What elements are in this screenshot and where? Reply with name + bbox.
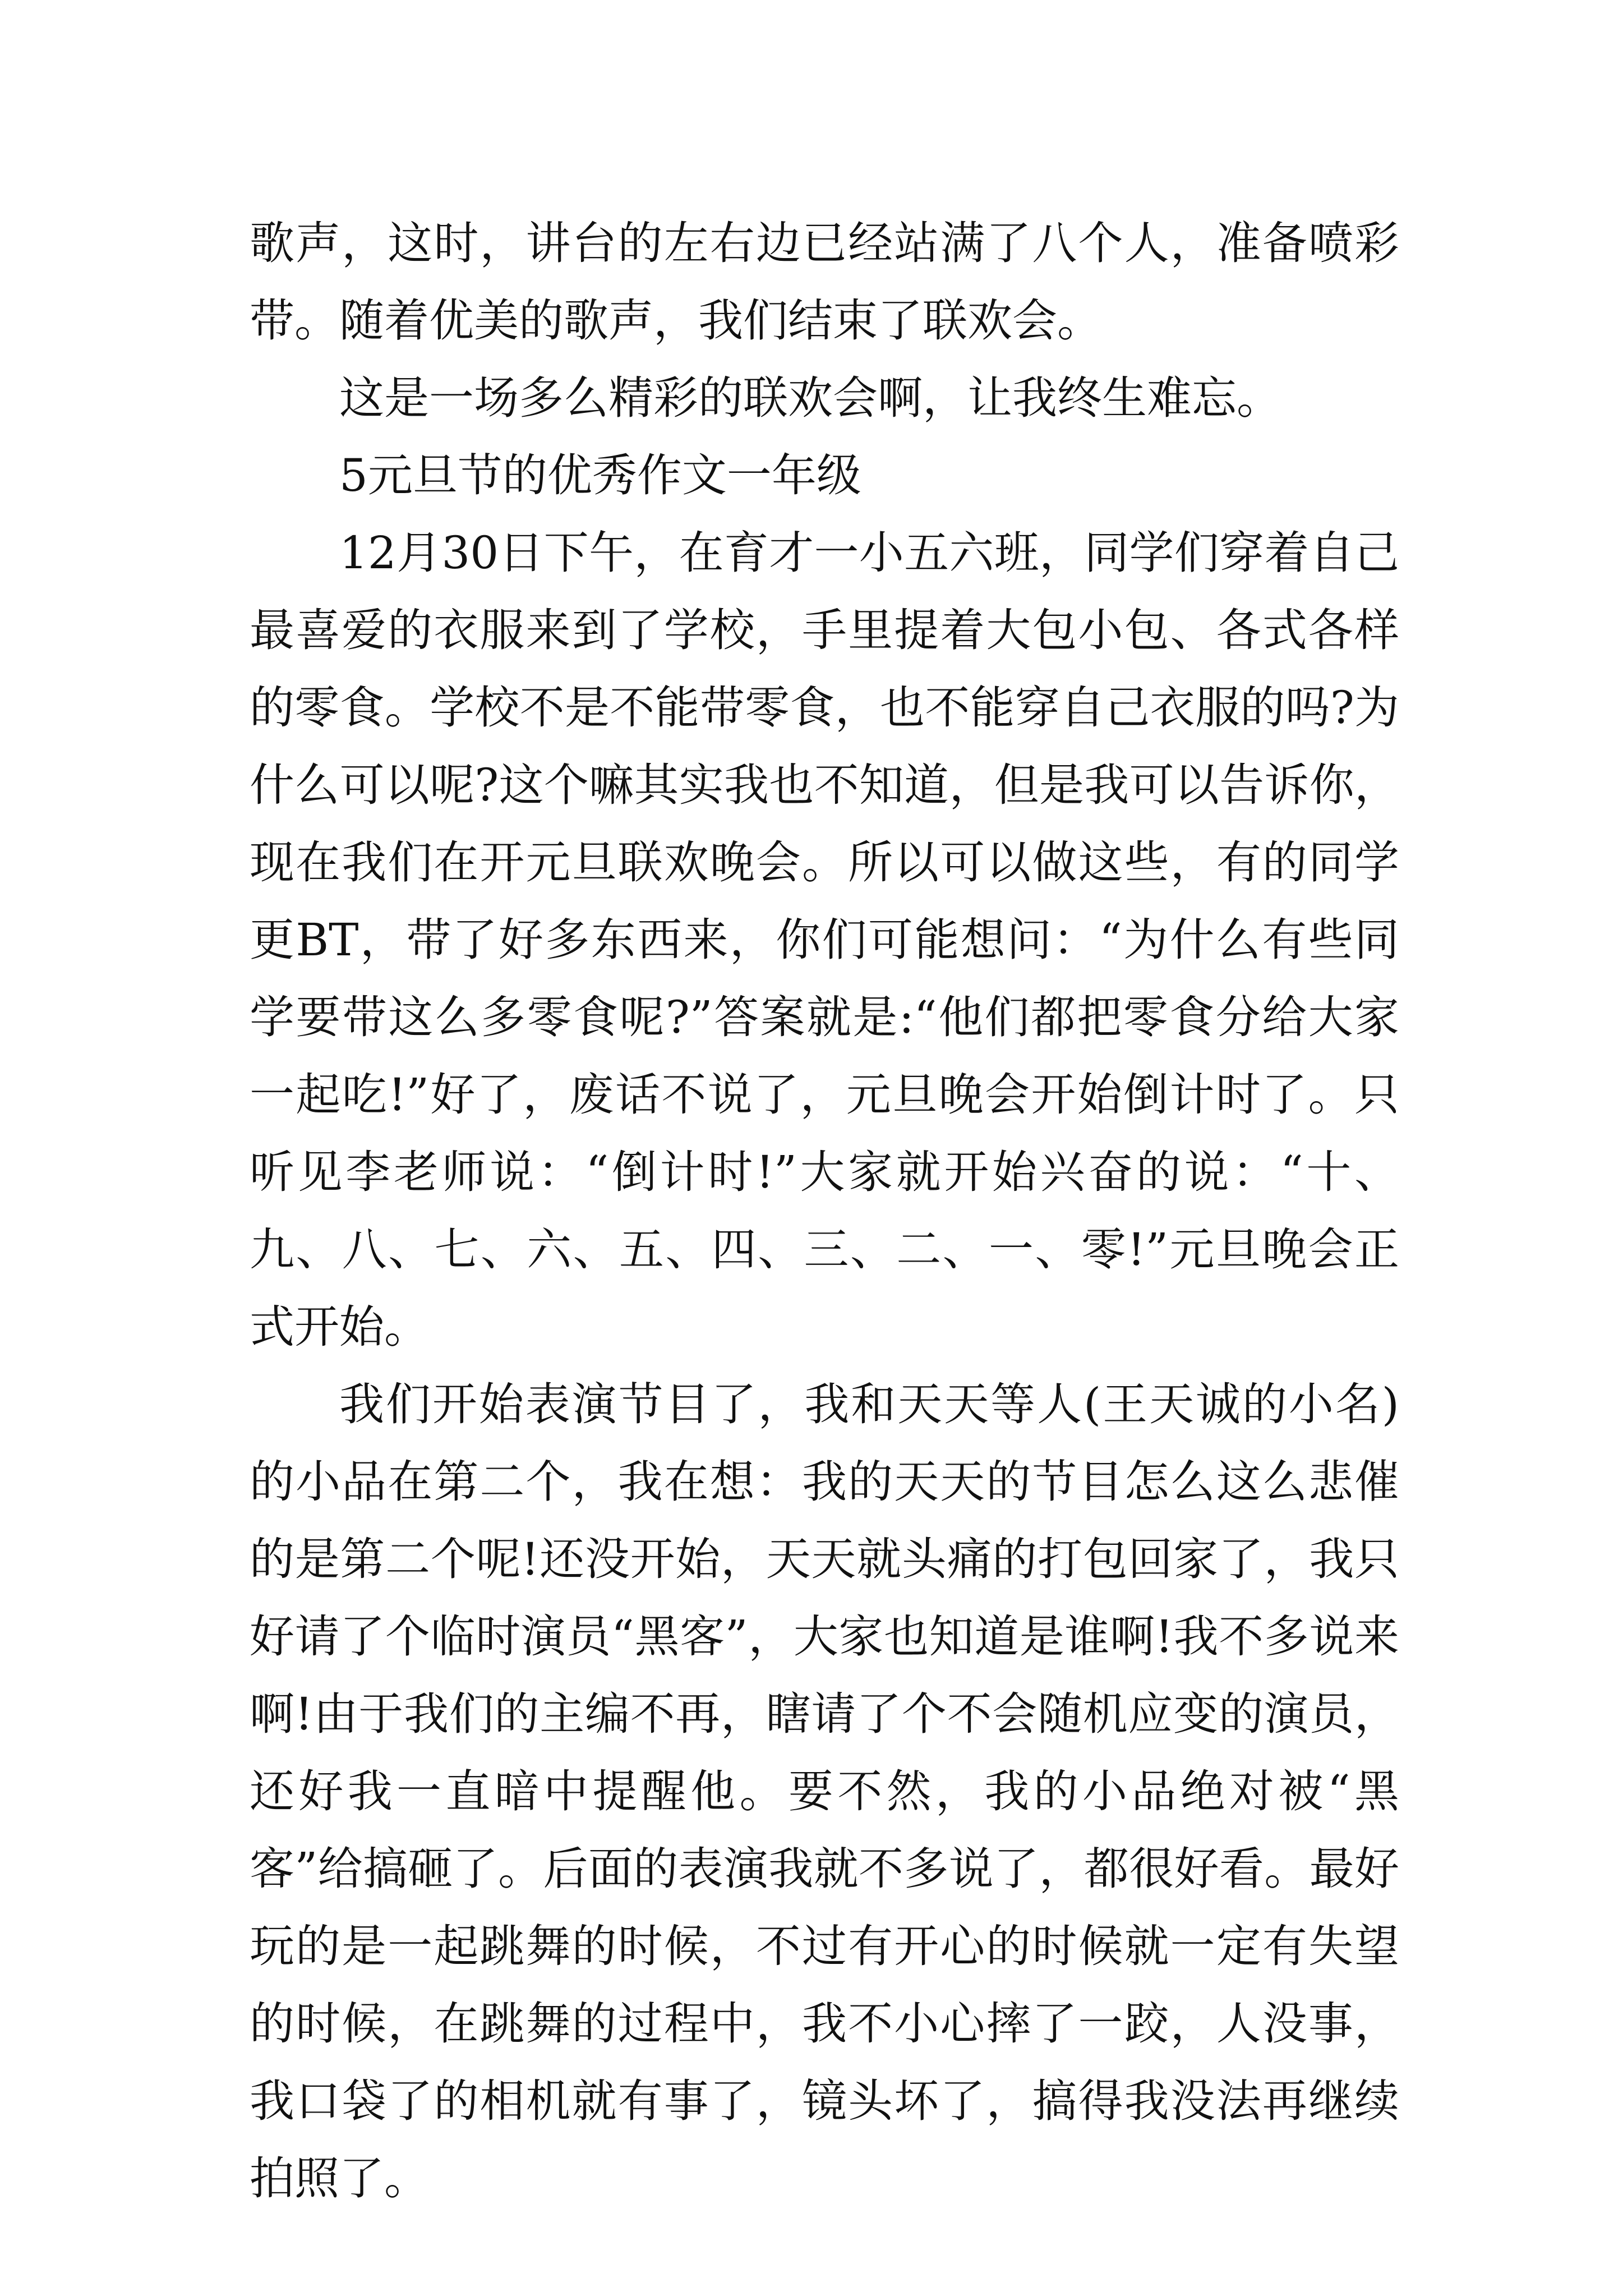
document-body	[250, 205, 1399, 2217]
paragraph-4: 我们开始表演节目了，我和天天等人(王天诚的小名)的小品在第二个，我在想：我的天天的节目怎么这么悲催的是第二个呢!还没开始，天天就头痛的打包回家了，我只好请了个临时演员“黑客”，大家也知道是谁啊!我不多说来啊!由于我们的主编不再，瞎请了个不会随机应变的演员，还好我一直暗中提醒他。要不然，我的小品绝对被“黑客”给搞砸了。后面的表演我就不多说了，都很好看。最好玩的是一起跳舞的时候，不过有开心的时候就一定有失望的时候，在跳舞的过程中，我不小心摔了一跤，人没事，我口袋了的相机就有事了，镜头坏了，搞得我没法再继续拍照了。	[250, 1378, 1399, 2205]
paragraph-2: 这是一场多么精彩的联欢会啊，让我终生难忘。	[339, 372, 1281, 424]
paragraph-3: 12月30日下午，在育才一小五六班，同学们穿着自己最喜爱的衣服来到了学校，手里提着大包小包、各式各样的零食。学校不是不能带零食，也不能穿自己衣服的吗?为什么可以呢?这个嘛其实我也不知道，但是我可以告诉你，现在我们在开元旦联欢晚会。所以可以做这些，有的同学更BT，带了好多东西来，你们可能想问：“为什么有些同学要带这么多零食呢?”答案就是:“他们都把零食分给大家一起吃!”好了，废话不说了，元旦晚会开始倒计时了。只听见李老师说：“倒计时!”大家就开始兴奋的说：“十、九、八、七、六、五、四、三、二、一、零!”元旦晚会正式开始。	[250, 527, 1399, 1353]
section-heading: 5元旦节的优秀作文一年级	[339, 449, 861, 501]
paragraph-1: 歌声，这时，讲台的左右边已经站满了八个人，准备喷彩带。随着优美的歌声，我们结束了联欢会。	[250, 217, 1399, 347]
